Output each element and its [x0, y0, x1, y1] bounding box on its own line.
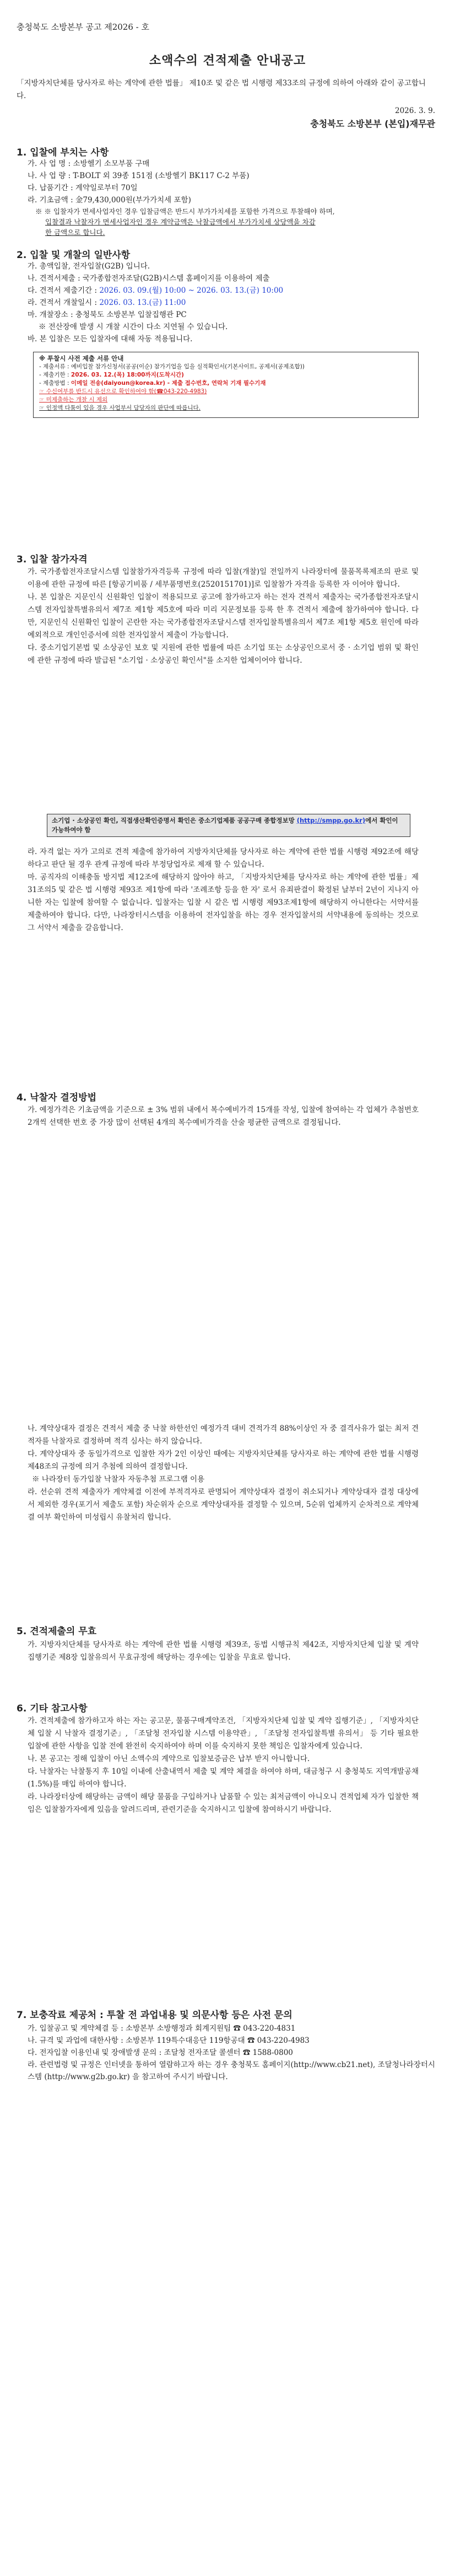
list-item: 다. 전자입찰 이용인내 및 장애발생 문의 : 조달청 전자조달 콜센터 ☎ 1588-0800 [28, 2048, 293, 2057]
opening-datetime: 2026. 03. 13.(금) 11:00 [99, 298, 186, 307]
deadline-value: 2026. 03. 12.(목) 18:00까지(도착시간) [71, 372, 184, 378]
section-3-body [28, 566, 419, 667]
box-line: - 제출방법 : 이메일 전송(daiyoun@korea.kr) - 제출 접수번호, 연락처 기재 필수기재 [39, 380, 266, 387]
section-3-body-2 [28, 846, 419, 935]
section-6-heading: 6. 기타 참고사항 [17, 1703, 88, 1714]
section-7-list [28, 2022, 435, 2083]
section-5-heading: 5. 견적제출의 무효 [17, 1626, 97, 1637]
list-item: 가. 사 업 명 : 소방헬기 소모부품 구매 [28, 159, 150, 168]
list-item: 라. 선순위 견적 제출자가 계약체결 이전에 부적격자로 판명되어 계약상대자 결정이 취소되거나 계약상대자 결정 대상에서 제외한 경우(포기서 제출도 포함) 차순위자 순으로 계약상대자를 결정할 수 있으며, 5순위 업체까지 순차적으로 계약체결 여부 확인하여 미성립시 유찰처리 합니다. [28, 1488, 419, 1522]
list-item: 라. 기초금액 : 金79,430,000원(부가가치세 포함) [28, 196, 191, 205]
list-item: 라. 나라장터상에 해당하는 금액이 해당 물품을 구입하거나 납품할 수 있는 최저금액이 아니오니 견적업체 자가 입찰한 책임은 입찰참가자에게 있음을 알려드리며, 관련기준을 숙지하시고 입찰에 참여하시기 바랍니다. [28, 1793, 419, 1814]
list-item: 나. 사 업 량 : T-BOLT 외 39종 151점 (소방헬기 BK117 C-2 부품) [28, 171, 250, 180]
page-title: 소액수의 견적제출 안내공고 [149, 54, 306, 68]
list-item: 나. 견적서제출 : 국가종합전자조달(G2B)시스템 홈페이지를 이용하여 제출 [28, 274, 270, 283]
section-1-heading: 1. 입찰에 부치는 사항 [17, 147, 109, 158]
vat-note-line: 한 금액으로 합니다. [45, 228, 105, 237]
list-item: 나. 본 입찰은 지문인식 신원확인 입찰이 적용되므로 공고에 참가하고자 하는 전자 견적서 제출자는 국가종합전자조달시스템 전자입찰특별유의서 제7조 제1항 제5호에 따라 미리 지문정보를 등록 한 후 견적서 제출에 참가하여야 합니다. 다만, 지문인식 신원확인 입찰이 곤란한 자는 국가종합전자조달시스템 전자입찰특별유의서 제7조 제1항 제5호 원인에 따라 예외적으로 개인인증서에 의한 전자입찰서 제출이 가능합니다. [28, 593, 419, 640]
list-item: 라. 자격 없는 자가 고의로 견적 제출에 참가하여 지방자치단체를 당사자로 하는 계약에 관한 법률 시행령 제92조에 해당하다고 판단 될 경우 관계 규정에 따라 부정당업자로 제재 할 수 있습니다. [28, 847, 419, 869]
smpp-link[interactable]: (http://smpp.go.kr) [296, 817, 366, 824]
list-item: 가. 입찰공고 및 계약체결 등 : 소방본부 소방행정과 회계지원팀 ☎ 043-220-4831 [28, 2024, 296, 2033]
list-item: 다. 중소기업기본법 및 소상공인 보호 및 지원에 관한 법률에 따른 소기업 또는 소상공인으로서 중 · 소기업 범위 및 확인에 관한 규정에 따라 발급된 "소기업 · 소상공인 확인서"를 소지한 업체이어야 합니다. [28, 643, 419, 665]
list-item: 다. 낙찰자는 낙찰통지 후 10일 이내에 산출내역서 제출 및 계약 체결을 하여야 하며, 대금청구 시 충청북도 지역개발공채(1.5%)를 매입 하여야 합니다. [28, 1767, 419, 1789]
smpp-box-text: 소기업 · 소상공인 확인, 직접생산확인증명서 확인은 중소기업제품 공공구매 종합정보망 [52, 817, 297, 824]
box-line: - 제출서류 : 예비입찰 참가신청서(공공(이순) 참가기업을 입을 실적확인서(기본사이트, 공제서(공제조합)) [39, 363, 305, 370]
section-5-body: 가. 지방자치단체를 당사자로 하는 계약에 관한 법률 시행령 제39조, 동법 시행규칙 제42조, 지방자치단체 입찰 및 계약 집행기준 제8장 입찰유의서 무효규정에 해당하는 경우에는 입찰을 무효로 합니다. [28, 1640, 419, 1662]
box-title: ※ 투찰시 사전 제출 서류 안내 [39, 355, 124, 362]
section-3-heading: 3. 입찰 참가자격 [17, 554, 88, 565]
section-1-list [28, 158, 435, 238]
list-item: 나. 계약상대자 결정은 견적서 제출 중 낙찰 하한선인 예정가격 대비 견적가격 88%이상인 자 중 결격사유가 없는 최저 견적자를 낙찰자로 결정하며 적격 심사는 하지 않습니다. [28, 1424, 419, 1446]
list-item: 라. 관련법령 및 규정은 인터넷을 통하여 열람하고자 하는 경우 충청북도 홈페이지(http://www.cb21.net), 조달청나라장터시스템 (http://www.g2b.go.kr) 을 참고하여 주시기 바랍니다. [28, 2060, 435, 2081]
list-item: 다. 계약상대자 중 동일가격으로 입찰한 자가 2인 이상인 때에는 지방자치단체를 당사자로 하는 계약에 관한 법률 시행령 제48조의 규정에 의거 추첨에 의하여 결정합니다. [28, 1450, 419, 1471]
list-item: ※ 전산장애 발생 시 개찰 시간이 다소 지연될 수 있습니다. [39, 323, 228, 331]
list-item: 가. 국가종합전자조달시스템 입찰참가자격등록 규정에 따라 입찰(개찰)일 전일까지 나라장터에 물품목록제조의 판로 및 이용에 관한 규정에 따른 [항공기비품 / 세부품명번호(2520151701)]로 입찰참가 자격을 등록한 자 이어야 합니다. [28, 567, 419, 589]
list-item: 나. 규격 및 과업에 대한사항 : 소방본부 119특수대응단 119항공대 ☎ 043-220-4983 [28, 2036, 310, 2045]
list-item: 가. 견적제출에 참가하고자 하는 자는 공고문, 물품구매계약조건, 「지방자치단체 입찰 및 계약 집행기준」, 「지방자치단체 입찰 시 낙찰자 결정기준」, 「조달청 전자입찰 시스템 이용약관」, 「조달청 전자입찰특별 유의서」 등 기타 필요한 입찰에 관한 사항을 입찰 전에 완전히 숙지하여야 하며 이를 숙지하지 못한 책임은 입찰자에게 있습니다. [28, 1716, 419, 1751]
list-item: 가. 총액입찰, 전자입찰(G2B) 입니다. [28, 262, 150, 271]
vat-note: ※ ※ 입찰자가 면세사업자인 경우 입찰금액은 반드시 부가가치세를 포함한 가격으로 투찰해야 하며, 입찰결과 낙찰자가 면세사업자인 경우 계약금액은 낙찰금액에서 부가가치세 상당액을 차감 한 금액으로 합니다. [28, 206, 435, 238]
list-item: 라. 견적서 개찰일시 : 2026. 03. 13.(금) 11:00 [28, 298, 186, 307]
list-item: 다. 견적서 제출기간 : 2026. 03. 09.(월) 10:00 ~ 2026. 03. 13.(금) 10:00 [28, 286, 284, 295]
list-item: 마. 공직자의 이해충돌 방지법 제12조에 해당하지 않아야 하고, 「지방자치단체를 당사자로 하는 계약에 관한 법률」제31조의5 및 같은 법 시행령 제93조 제1항에 따라 '조례조항 등을 한 자' 로서 유죄판결이 확정된 날부터 2년이 지나지 아니한 자는 입찰에 참여할 수 없습니다. 입찰자는 입찰 시 같은 법 시행령 제93조제1항에 해당하지 아니한다는 서약서를 제출하여야 합니다. 다만, 나라장터시스템을 이용하여 전자입찰을 하는 경우 전자입찰서의 서약내용에 동의하는 것으로 그 서약서 제출을 갈음합니다. [28, 873, 419, 932]
vat-note-line: 입찰결과 낙찰자가 면세사업자인 경우 계약금액은 낙찰금액에서 부가가치세 상당액을 차감 [45, 218, 316, 226]
section-2-list [28, 260, 435, 345]
list-item: 바. 본 입찰은 모든 입찰자에 대해 자동 적용됩니다. [28, 335, 193, 344]
smpp-box-text: 에서 확인이 가능하여야 함 [52, 817, 398, 834]
box-line: ☞ 인정액 다툼이 있을 경우 사업부서 담당자의 판단에 따릅니다. [39, 405, 201, 411]
smpp-box [47, 814, 410, 837]
section-4-heading: 4. 낙찰자 결정방법 [17, 1092, 97, 1103]
list-item: 나. 본 공고는 정해 입찰이 아닌 소액수의 계약으로 입찰보증금은 납부 받지 아니합니다. [28, 1754, 310, 1763]
box-line: - 제출기한 : 2026. 03. 12.(목) 18:00까지(도착시간) [39, 372, 184, 378]
list-item: ※ 나라장터 동가입찰 낙찰자 자동추첨 프로그램 이용 [32, 1475, 205, 1484]
section-6-body [28, 1715, 419, 1816]
section-4-body-2 [28, 1423, 419, 1524]
list-item: 마. 개찰장소 : 충청북도 소방본부 입찰집행관 PC [28, 310, 187, 319]
list-item: 다. 납품기간 : 계약일로부터 70일 [28, 184, 138, 192]
submission-period: 2026. 03. 09.(월) 10:00 ~ 2026. 03. 13.(금) 10:00 [99, 286, 284, 295]
intro-text: 「지방자치단체를 당사자로 하는 계약에 관한 법률」 제10조 및 같은 법 시행령 제33조의 규정에 의하여 아래와 같이 공고합니다. [17, 79, 426, 100]
notice-date: 2026. 3. 9. [395, 106, 435, 115]
notice-number: 충청북도 소방본부 공고 제2026 - 호 [17, 22, 149, 32]
box-line: ☞ 미제출하는 개찰 시 제외 [39, 396, 108, 403]
section-7-heading: 7. 보충작료 제공처 : 투찰 전 과업내용 및 의문사항 등은 사전 문의 [17, 2010, 292, 2021]
method-value: 이메일 전송(daiyoun@korea.kr) - 제출 접수번호, 연락처 기재 필수기재 [71, 380, 266, 387]
section-4-body: 가. 예정가격은 기초금액을 기준으로 ± 3% 범위 내에서 복수예비가격 15개를 작성, 입찰에 참여하는 각 업체가 추첨번호 2개씩 선택한 번호 중 가장 많이 선택된 4개의 복수예비가격을 산술 평균한 금액으로 결정됩니다. [28, 1105, 419, 1127]
box-line: ☞ 수신여부를 반드시 유선으로 확인하여야 함(☎043-220-4983) [39, 388, 207, 395]
section-2-heading: 2. 입찰 및 개찰의 일반사항 [17, 250, 131, 261]
issuer: 충청북도 소방본부 (본입)재무관 [310, 119, 435, 129]
pre-submission-box [33, 352, 419, 418]
vat-note-line: ※ 입찰자가 면세사업자인 경우 입찰금액은 반드시 부가가치세를 포함한 가격으로 투찰해야 하며, [44, 207, 335, 216]
